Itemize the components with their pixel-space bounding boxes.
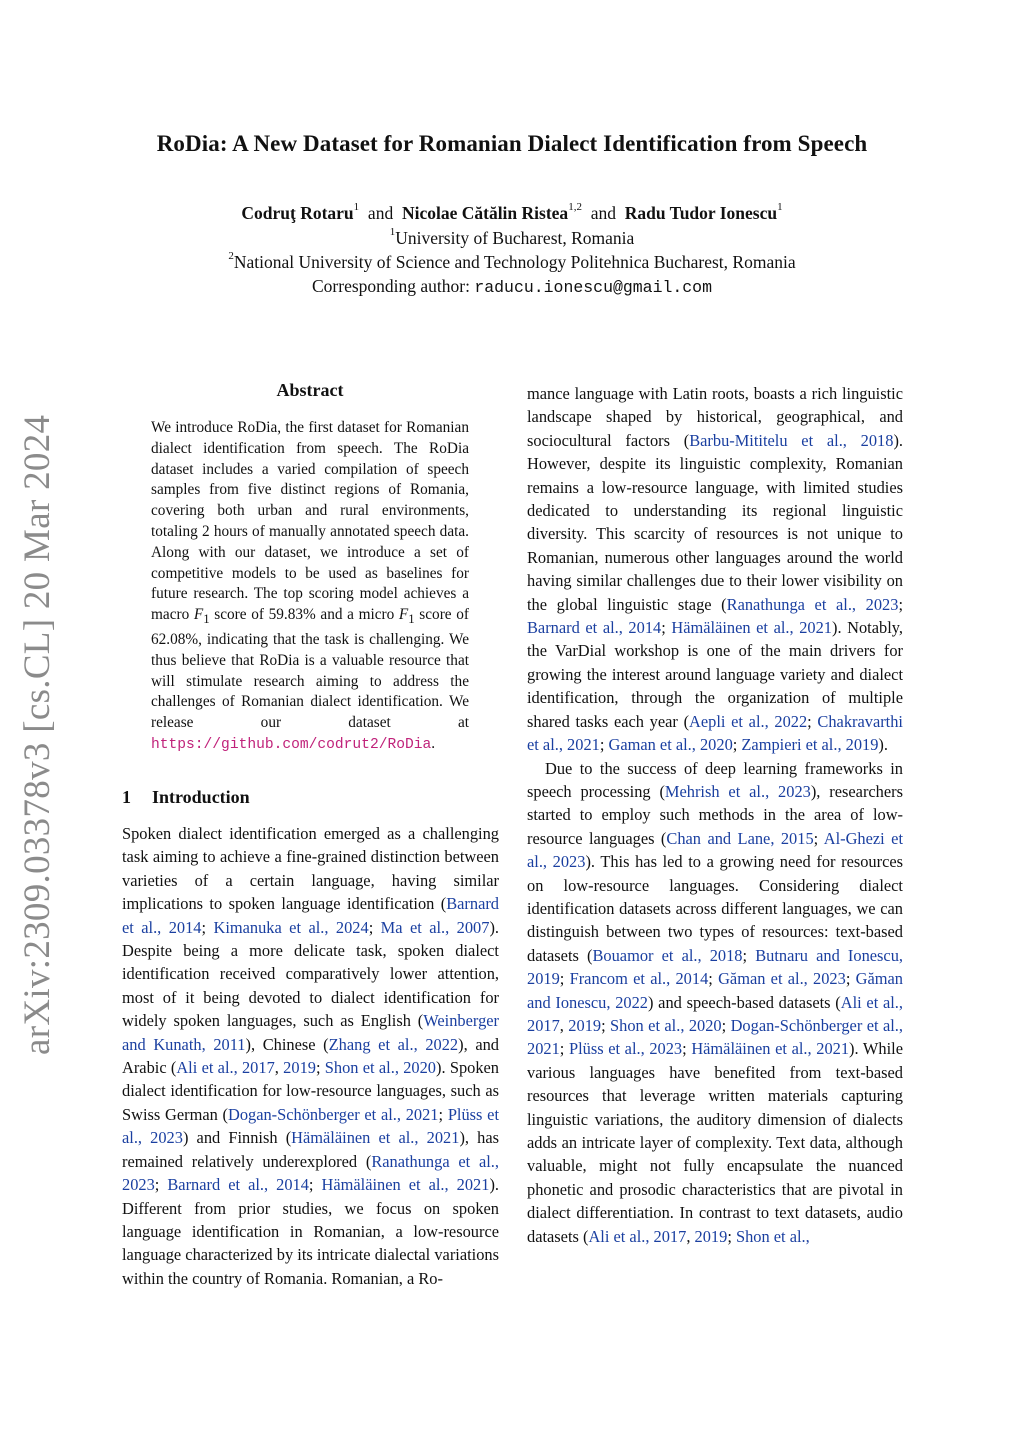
body-text: ; — [742, 945, 756, 965]
body-text: ; — [727, 1226, 736, 1246]
citation-link[interactable]: Plüss et al., 2023 — [568, 1039, 683, 1059]
citation-link[interactable]: Dogan-Schönberger et al., 2021 — [527, 1015, 903, 1059]
body-text: Due to the success of deep learning frameworks in speech processing ( — [527, 758, 903, 801]
corresponding-author — [0, 276, 1024, 297]
affiliation-text: National University of Science and Technology Politehnica Bucharest, Romania — [233, 252, 796, 272]
f1-symbol: F — [398, 606, 409, 624]
affiliation-marker: 1 — [777, 201, 783, 213]
body-text: ; — [308, 1175, 322, 1195]
body-text: ). While various languages have benefited from text-based resources that leverage written materials capturing linguistic variations, the auditory dimension of dialects adds an intricate layer of complexity. Text data, although valuable, might not fully encapsulate the nuanced phonetic and prosodic characteristics that are pivotal in dialect differentiation. In contrast to text datasets, audio datasets ( — [527, 1039, 903, 1246]
affiliation-marker: 1 — [389, 226, 396, 238]
author-list — [0, 203, 1024, 224]
body-text: ; — [315, 1058, 325, 1078]
right-column-text — [527, 382, 903, 1248]
citation-link[interactable]: Hämäläinen et al., 2021 — [691, 1039, 850, 1059]
abstract-text: We introduce RoDia, the first dataset for Romanian dialect identification from speech. The RoDia dataset includes a varied compilation of speech samples from five distinct regions of Romania, covering both urban and rural environments, totaling 2 hours of manually annotated speech data. Along with our dataset, we introduce a set of competitive models to be used as baselines for future research. The top scoring model achieves a macro — [151, 419, 469, 624]
body-text: ), Chinese ( — [245, 1034, 329, 1054]
affiliation-2 — [0, 252, 1024, 273]
citation-link[interactable]: Bouamor et al., 2018 — [592, 945, 743, 965]
body-text: ). — [878, 735, 888, 755]
abstract-text: . — [431, 735, 436, 752]
citation-link[interactable]: Barbu-Mititelu et al., 2018 — [689, 430, 894, 450]
affiliation-1 — [0, 228, 1024, 249]
citation-link[interactable]: Gaman et al., 2020 — [608, 735, 733, 755]
f1-subscript: 1 — [408, 612, 415, 627]
body-text: ), has remained relatively underexplored ( — [122, 1128, 499, 1171]
body-text: ) and speech-based datasets ( — [647, 992, 841, 1012]
body-text: ). Notably, the VarDial workshop is one of the main drivers for growing the interest around language variety and dialect identification, through the organization of multiple shared tasks each year ( — [527, 618, 903, 731]
citation-link[interactable]: Barnard et al., 2014 — [122, 894, 499, 937]
citation-link[interactable]: Hämäläinen et al., 2021 — [321, 1175, 490, 1195]
citation-link[interactable]: Chan and Lane, 2015 — [666, 828, 814, 848]
citation-link[interactable]: Găman et al., 2023 — [718, 969, 846, 989]
body-text: ; — [601, 1015, 611, 1035]
body-text: ; — [682, 1039, 692, 1059]
section-heading — [122, 787, 250, 808]
citation-link[interactable]: Butnaru and Ionescu, 2019 — [527, 945, 903, 989]
citation-link[interactable]: Shon et al., — [735, 1226, 810, 1246]
affiliation-marker: 1 — [353, 201, 360, 213]
citation-link[interactable]: Barnard et al., 2014 — [167, 1175, 309, 1195]
citation-link[interactable]: 2019 — [283, 1058, 316, 1078]
citation-link[interactable]: Ali et al., 2017 — [176, 1058, 275, 1078]
citation-link[interactable]: Zampieri et al., 2019 — [741, 735, 879, 755]
citation-link[interactable]: Hämäläinen et al., 2021 — [671, 618, 832, 638]
section-title: Introduction — [152, 787, 250, 807]
citation-link[interactable]: Shon et al., 2020 — [610, 1015, 722, 1035]
citation-link[interactable]: Dogan-Schönberger et al., 2021 — [227, 1104, 439, 1124]
citation-link[interactable]: Weinberger and Kunath, 2011 — [122, 1011, 499, 1054]
body-text: ; — [732, 735, 742, 755]
citation-link[interactable]: Ali et al., 2017 — [588, 1226, 687, 1246]
author-separator: and — [367, 203, 394, 223]
citation-link[interactable]: Hämäläinen et al., 2021 — [291, 1128, 460, 1148]
body-text: ), and Arabic ( — [122, 1034, 500, 1078]
citation-link[interactable]: Mehrish et al., 2023 — [664, 781, 811, 801]
arxiv-stamp: arXiv:2309.03378v3 [cs.CL] 20 Mar 2024 — [17, 414, 58, 1055]
affiliation-marker: 1,2 — [568, 201, 582, 213]
citation-link[interactable]: 2019 — [568, 1015, 602, 1035]
affiliation-marker: 2 — [228, 250, 234, 262]
citation-link[interactable]: Al-Ghezi et al., 2023 — [527, 828, 903, 872]
citation-link[interactable]: Ali et al., 2017 — [527, 992, 904, 1035]
dataset-url-link[interactable]: https://github.com/codrut2/RoDia — [151, 737, 432, 753]
citation-link[interactable]: Aepli et al., 2022 — [689, 711, 808, 731]
body-text: ; — [813, 828, 824, 848]
abstract-text: score of 59.83% and a micro — [209, 606, 399, 624]
citation-link[interactable]: Shon et al., 2020 — [324, 1058, 436, 1078]
author-name: Nicolae Cătălin Ristea — [401, 203, 569, 223]
body-text: ; — [721, 1015, 731, 1035]
body-text: ). Spoken dialect identification for low-resource languages, such as Swiss German ( — [122, 1058, 499, 1124]
body-text: ; — [661, 618, 672, 638]
body-text: ; — [559, 1039, 569, 1059]
body-text: ), researchers started to employ such methods in the area of low-resource languages ( — [527, 781, 903, 848]
body-text: , — [686, 1226, 695, 1246]
author-name: Radu Tudor Ionescu — [624, 203, 778, 223]
body-text: ). However, despite its linguistic complexity, Romanian remains a low-resource language, with limited studies dedicated to understanding its regional linguistic diversity. This scarcity of resources is not unique to Romanian, numerous other languages around the world having similar challenges due to their lower visibility on the global linguistic stage ( — [527, 430, 903, 614]
f1-symbol: F — [193, 606, 204, 624]
citation-link[interactable]: Kimanuka et al., 2024 — [213, 917, 369, 937]
citation-link[interactable]: 2019 — [694, 1226, 728, 1246]
body-text: ). This has led to a growing need for resources on low-resource languages. Considering dialect identification datasets across different languages, we can distinguish between two types of resources: text-based datasets ( — [527, 852, 903, 965]
abstract-heading: Abstract — [276, 380, 344, 400]
body-text: ; — [708, 969, 719, 989]
abstract-body — [151, 418, 469, 756]
affiliation-text: University of Bucharest, Romania — [395, 228, 635, 248]
citation-link[interactable]: Ma et al., 2007 — [380, 917, 490, 937]
citation-link[interactable]: Găman and Ionescu, 2022 — [527, 969, 903, 1012]
body-text: ). Different from prior studies, we focus on spoken language identification in Romanian, a low-resource language characterized by its intricate dialectal variations within the country of Romania. Romanian, a Ro- — [122, 1175, 499, 1288]
body-text: , — [559, 1015, 569, 1035]
body-text: ; — [438, 1104, 448, 1124]
body-text: ) and Finnish ( — [182, 1128, 292, 1148]
author-name: Codruţ Rotaru — [241, 203, 354, 223]
citation-link[interactable]: Ranathunga et al., 2023 — [122, 1151, 499, 1195]
f1-subscript: 1 — [203, 612, 210, 627]
citation-link[interactable]: Chakravarthi et al., 2021 — [527, 711, 903, 755]
body-text: mance language with Latin roots, boasts a rich linguistic landscape shaped by historical, geographical, and sociocultural factors ( — [527, 384, 903, 450]
citation-link[interactable]: Zhang et al., 2022 — [328, 1034, 459, 1054]
body-text: Spoken dialect identification emerged as a challenging task aiming to achieve a fine-grained distinction between varieties of a certain language, having similar implications to spoken language identification ( — [122, 824, 499, 914]
corresponding-label: Corresponding author: — [312, 276, 470, 296]
citation-link[interactable]: Plüss et al., 2023 — [122, 1104, 499, 1148]
citation-link[interactable]: Barnard et al., 2014 — [527, 618, 662, 638]
paragraph — [527, 382, 903, 757]
body-text: ; — [154, 1175, 168, 1195]
section-number: 1 — [122, 787, 131, 807]
body-text: ; — [807, 711, 818, 731]
citation-link[interactable]: Francom et al., 2014 — [569, 969, 709, 989]
corresponding-email[interactable]: raducu.ionescu@gmail.com — [474, 278, 712, 297]
body-text: ; — [201, 917, 214, 937]
author-separator: and — [590, 203, 616, 223]
body-text: , — [274, 1058, 284, 1078]
body-text: ; — [599, 735, 609, 755]
body-text: ; — [898, 594, 903, 614]
left-column-text — [122, 822, 499, 1290]
paragraph — [527, 757, 903, 1249]
body-text: ; — [368, 917, 381, 937]
body-text: ; — [559, 969, 570, 989]
body-text: ; — [845, 969, 856, 989]
citation-link[interactable]: Ranathunga et al., 2023 — [726, 594, 899, 614]
abstract-text: score of 62.08%, indicating that the task is challenging. We thus believe that RoDia is a valuable resource that will stimulate research aiming to address the challenges of Romanian dialect identification. We release our dataset at — [151, 606, 469, 732]
body-text: ). Despite being a more delicate task, spoken dialect identification received comparatively lower attention, most of it being devoted to dialect identification for widely spoken languages, such as English ( — [122, 917, 499, 1031]
paper-title: RoDia: A New Dataset for Romanian Dialect Identification from Speech — [156, 131, 868, 156]
